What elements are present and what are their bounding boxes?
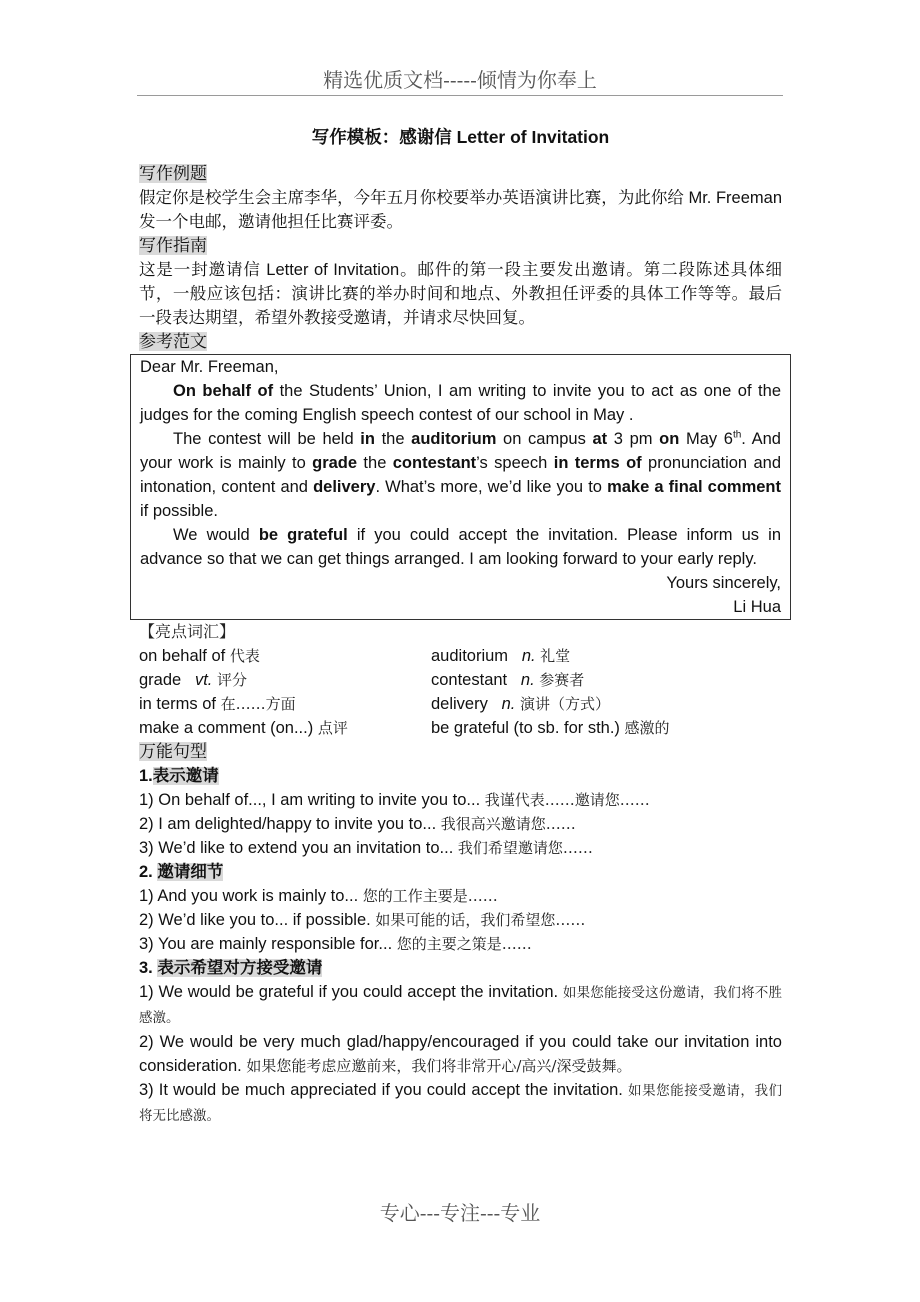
vocab-entry bbox=[139, 644, 431, 668]
page-footer: 专心---专注---专业 bbox=[379, 1201, 541, 1225]
pattern-item bbox=[139, 1078, 782, 1128]
vocab-row bbox=[139, 716, 782, 740]
guide-heading: 写作指南 bbox=[139, 236, 207, 255]
vocab-heading: 【亮点词汇】 bbox=[139, 622, 236, 641]
pattern-item bbox=[139, 812, 782, 836]
sample-letter-box bbox=[130, 354, 791, 620]
example-heading: 写作例题 bbox=[139, 164, 207, 183]
pattern-item bbox=[139, 884, 782, 908]
vocab-list bbox=[139, 644, 782, 740]
vocab-term: on behalf of bbox=[139, 647, 230, 665]
letter-text: if possible. bbox=[140, 502, 218, 520]
pattern-subheading bbox=[139, 764, 782, 788]
pattern-chinese: 您的主要之策是…… bbox=[396, 935, 532, 953]
pattern-chinese: 我谨代表……邀请您…… bbox=[484, 791, 650, 809]
bold-phrase: at bbox=[592, 430, 608, 448]
vocab-entry bbox=[431, 692, 782, 716]
bold-phrase: auditorium bbox=[411, 430, 497, 448]
letter-text: the Students’ Union, I am writing to invite you to act as one of the judges for the coming English speech contest of our school in May . bbox=[140, 382, 781, 424]
pattern-chinese: 我们希望邀请您…… bbox=[457, 839, 593, 857]
patterns-heading: 万能句型 bbox=[139, 742, 207, 761]
bold-phrase: in bbox=[360, 430, 375, 448]
pattern-item bbox=[139, 836, 782, 860]
letter-text: May 6 bbox=[679, 430, 733, 448]
part-of-speech: vt. bbox=[194, 671, 213, 689]
letter-text: The contest will be held bbox=[173, 430, 361, 448]
vocab-meaning: 演讲（方式） bbox=[519, 695, 610, 713]
header-divider bbox=[137, 95, 783, 96]
vocab-meaning: 礼堂 bbox=[540, 647, 571, 665]
vocab-entry bbox=[431, 644, 782, 668]
letter-closing: Yours sincerely, bbox=[666, 574, 781, 592]
letter-greeting: Dear Mr. Freeman, bbox=[140, 358, 279, 376]
vocab-meaning: 在……方面 bbox=[220, 695, 296, 713]
pattern-item bbox=[139, 932, 782, 956]
letter-text: 3 pm bbox=[607, 430, 660, 448]
vocab-term: contestant bbox=[431, 671, 508, 689]
vocab-term: auditorium bbox=[431, 647, 509, 665]
pattern-chinese: 如果可能的话，我们希望您…… bbox=[375, 911, 586, 929]
pattern-english: 1) And you work is mainly to... bbox=[139, 887, 363, 905]
pattern-list bbox=[139, 764, 782, 1128]
pattern-subheading bbox=[139, 956, 782, 980]
pattern-item bbox=[139, 1030, 782, 1078]
vocab-meaning: 感激的 bbox=[624, 719, 670, 737]
vocab-entry bbox=[139, 668, 431, 692]
bold-phrase: be grateful bbox=[258, 526, 348, 544]
part-of-speech: n. bbox=[501, 695, 516, 713]
pattern-subheading bbox=[139, 860, 782, 884]
letter-text: We would bbox=[173, 526, 259, 544]
pattern-english: 1) On behalf of..., I am writing to invite you to... bbox=[139, 791, 485, 809]
example-section bbox=[139, 162, 782, 234]
letter-signature: Li Hua bbox=[733, 598, 781, 616]
guide-text: 这是一封邀请信 Letter of Invitation。邮件的第一段主要发出邀请。第二段陈述具体细节，一般应该包括：演讲比赛的举办时间和地点、外教担任评委的具体工作等等。最后一段表达期望，希望外教接受邀请，并请求尽快回复。 bbox=[139, 261, 782, 327]
part-of-speech: n. bbox=[520, 671, 535, 689]
vocab-row bbox=[139, 668, 782, 692]
pattern-english: 2) We would be very much glad/happy/encouraged if you could take our invitation into consideration. bbox=[139, 1033, 782, 1075]
letter-text: on campus bbox=[496, 430, 593, 448]
ordinal-suffix: th bbox=[732, 429, 742, 441]
vocab-entry bbox=[139, 716, 431, 740]
bold-phrase: grade bbox=[312, 454, 358, 472]
pattern-english: 2) I am delighted/happy to invite you to... bbox=[139, 815, 441, 833]
pattern-item bbox=[139, 980, 782, 1030]
pattern-title: 表示邀请 bbox=[152, 767, 219, 785]
pattern-number: 2. bbox=[139, 863, 153, 881]
letter-text: . What’s more, we’d like you to bbox=[375, 478, 608, 496]
vocab-meaning: 参赛者 bbox=[539, 671, 585, 689]
letter-text: . And your work is mainly to bbox=[140, 430, 781, 472]
part-of-speech: n. bbox=[521, 647, 536, 665]
document-body bbox=[139, 120, 782, 1128]
letter-paragraph-1 bbox=[140, 379, 781, 427]
vocab-entry bbox=[431, 716, 782, 740]
pattern-english: 3) You are mainly responsible for... bbox=[139, 935, 397, 953]
letter-paragraph-3 bbox=[140, 523, 781, 571]
pattern-english: 2) We’d like you to... if possible. bbox=[139, 911, 376, 929]
pattern-chinese: 如果您能接受邀请，我们将无比感激。 bbox=[139, 1083, 783, 1124]
bold-phrase: on bbox=[659, 430, 680, 448]
pattern-english: 3) We’d like to extend you an invitation to... bbox=[139, 839, 458, 857]
letter-text: pronunciation and intonation, content and bbox=[140, 454, 781, 496]
vocab-term: make a comment (on...) bbox=[139, 719, 318, 737]
pattern-chinese: 我很高兴邀请您…… bbox=[440, 815, 576, 833]
letter-text: if you could accept the invitation. Please inform us in advance so that we can get things arranged. I am looking forward to your early reply. bbox=[140, 526, 781, 568]
pattern-title: 邀请细节 bbox=[157, 863, 224, 881]
vocab-meaning: 代表 bbox=[229, 647, 260, 665]
bold-phrase: make a final comment bbox=[607, 478, 781, 496]
vocab-term: in terms of bbox=[139, 695, 221, 713]
example-text: 假定你是校学生会主席李华，今年五月你校要举办英语演讲比赛，为此你给 Mr. Freeman 发一个电邮，邀请他担任比赛评委。 bbox=[139, 189, 782, 231]
sample-heading: 参考范文 bbox=[139, 332, 207, 351]
letter-text: ’s speech bbox=[476, 454, 554, 472]
guide-section bbox=[139, 234, 782, 330]
vocab-row bbox=[139, 692, 782, 716]
vocab-entry bbox=[139, 692, 431, 716]
vocab-term: grade bbox=[139, 671, 182, 689]
bold-phrase: in terms of bbox=[553, 454, 642, 472]
pattern-english: 3) It would be much appreciated if you could accept the invitation. bbox=[139, 1081, 629, 1099]
pattern-number: 1. bbox=[139, 767, 153, 785]
letter-paragraph-2 bbox=[140, 427, 781, 523]
patterns-section bbox=[139, 740, 782, 1128]
pattern-chinese: 如果您能考虑应邀前来，我们将非常开心/高兴/深受鼓舞。 bbox=[246, 1057, 632, 1075]
document-title: 写作模板：感谢信 Letter of Invitation bbox=[311, 127, 610, 147]
pattern-item bbox=[139, 788, 782, 812]
letter-text: the bbox=[357, 454, 393, 472]
pattern-title: 表示希望对方接受邀请 bbox=[157, 959, 323, 977]
vocab-term: delivery bbox=[431, 695, 488, 713]
sample-section bbox=[139, 330, 782, 620]
vocab-entry bbox=[431, 668, 782, 692]
pattern-number: 3. bbox=[139, 959, 153, 977]
vocab-term: be grateful (to sb. for sth.) bbox=[431, 719, 625, 737]
pattern-item bbox=[139, 908, 782, 932]
pattern-chinese: 您的工作主要是…… bbox=[362, 887, 498, 905]
bold-phrase: contestant bbox=[392, 454, 477, 472]
vocab-section bbox=[139, 620, 782, 740]
page-header: 精选优质文档-----倾情为你奉上 bbox=[323, 68, 597, 92]
vocab-meaning: 点评 bbox=[317, 719, 348, 737]
pattern-english: 1) We would be grateful if you could accept the invitation. bbox=[139, 983, 563, 1001]
bold-phrase: On behalf of bbox=[173, 382, 274, 400]
letter-text: the bbox=[374, 430, 412, 448]
bold-phrase: delivery bbox=[313, 478, 376, 496]
pattern-chinese: 如果您能接受这份邀请，我们将不胜感激。 bbox=[139, 985, 783, 1026]
vocab-meaning: 评分 bbox=[216, 671, 247, 689]
vocab-row bbox=[139, 644, 782, 668]
